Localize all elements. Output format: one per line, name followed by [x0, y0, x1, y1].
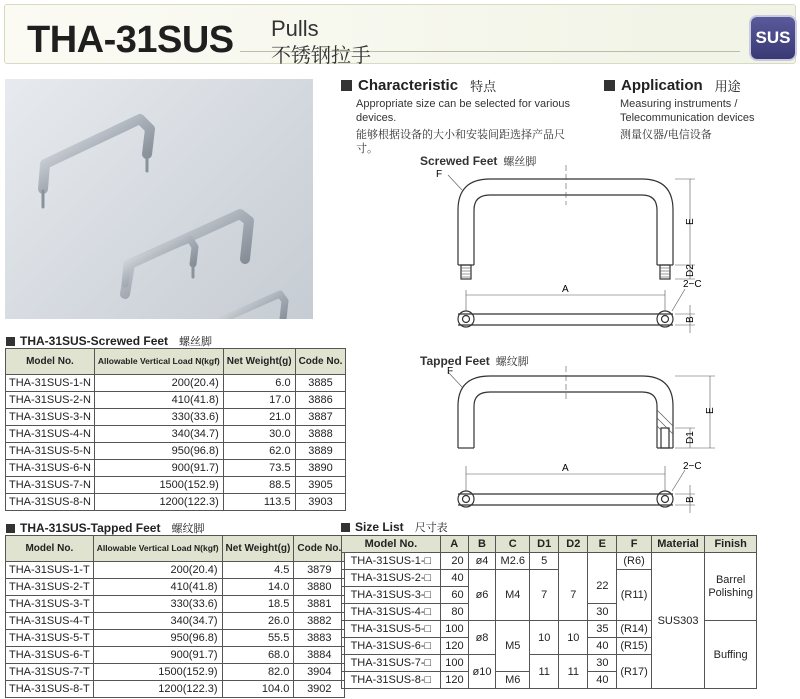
application-heading — [604, 76, 741, 95]
model-cell: THA-31SUS-2-N — [6, 392, 95, 409]
model-cell: THA-31SUS-5-N — [6, 443, 95, 460]
table-row — [6, 443, 346, 460]
application-text-en: Measuring instruments / Telecommunication devices — [620, 98, 755, 124]
characteristic-text-en: Appropriate size can be selected for various devices. — [356, 98, 571, 124]
dim-a-label: A — [562, 284, 569, 295]
characteristic-heading — [341, 76, 496, 95]
code-cell: 3889 — [295, 443, 346, 460]
tapped-table-heading: THA-31SUS-Tapped Feet 螺纹脚 — [6, 520, 204, 536]
model-cell: THA-31SUS-4-T — [6, 613, 94, 630]
code-cell: 3905 — [295, 477, 346, 494]
model-cell: THA-31SUS-8-N — [6, 494, 95, 511]
dim-a-label: A — [562, 463, 569, 474]
weight-cell: 88.5 — [223, 477, 295, 494]
screwed-table-body — [6, 375, 346, 511]
characteristic-text-cn: 能够根据设备的大小和安装间距选择产品尺寸。 — [356, 128, 565, 155]
screwed-feet-drawing-label: Screwed Feet 螺丝脚 — [420, 154, 537, 168]
size-list-heading: Size List 尺寸表 — [341, 519, 448, 535]
weight-cell: 26.0 — [222, 613, 294, 630]
load-cell: 950(96.8) — [93, 630, 222, 647]
table-row — [6, 375, 346, 392]
model-cell: THA-31SUS-6-T — [6, 647, 94, 664]
model-cell: THA-31SUS-5-T — [6, 630, 94, 647]
model-cell: THA-31SUS-4-N — [6, 426, 95, 443]
weight-cell: 14.0 — [222, 579, 294, 596]
table-row — [6, 647, 345, 664]
dim-d2-label: D2 — [685, 264, 696, 277]
application-title: Application — [621, 77, 703, 94]
finish-cell: Buffing — [705, 621, 757, 689]
size-list-table — [341, 535, 757, 689]
bullet-square-icon — [341, 523, 350, 532]
table-row: THA-31SUS-5-□ 100 ø8 M5 10 10 35 (R14) Buffing — [342, 621, 757, 638]
dim-c-label: 2−C — [683, 279, 702, 290]
code-cell: 3888 — [295, 426, 346, 443]
weight-cell: 18.5 — [222, 596, 294, 613]
dim-b-label: B — [685, 316, 696, 323]
load-cell: 1500(152.9) — [94, 477, 223, 494]
table-row — [6, 562, 345, 579]
table-row — [6, 681, 345, 698]
code-cell: 3887 — [295, 409, 346, 426]
bullet-square-icon — [6, 337, 15, 346]
table-row: THA-31SUS-4-□ 80 30 — [342, 604, 757, 621]
table-row — [6, 596, 345, 613]
model-cell: THA-31SUS-1-N — [6, 375, 95, 392]
load-cell: 200(20.4) — [94, 375, 223, 392]
model-cell: THA-31SUS-7-N — [6, 477, 95, 494]
weight-cell: 62.0 — [223, 443, 295, 460]
code-cell: 3882 — [294, 613, 345, 630]
dim-d1-label: D1 — [685, 431, 696, 444]
load-cell: 330(33.6) — [94, 409, 223, 426]
model-cell: THA-31SUS-6-N — [6, 460, 95, 477]
material-cell: SUS303 — [651, 553, 704, 689]
model-cell: THA-31SUS-8-T — [6, 681, 94, 698]
table-row: THA-31SUS-2-□ 40 ø6 M4 7 7 22 (R11) — [342, 570, 757, 587]
dim-f-label: F — [447, 366, 454, 377]
table-row: THA-31SUS-7-□ 100 ø10 11 11 30 (R17) — [342, 655, 757, 672]
model-cell: THA-31SUS-7-T — [6, 664, 94, 681]
code-cell: 3884 — [294, 647, 345, 664]
code-cell: 3902 — [294, 681, 345, 698]
table-header-row: Model No. Allowable Vertical Load N(kgf) Net Weight(g) Code No. — [6, 536, 345, 562]
code-cell: 3880 — [294, 579, 345, 596]
model-title: THA-31SUS — [27, 19, 234, 61]
weight-cell: 6.0 — [223, 375, 295, 392]
application-text-cn: 测量仪器/电信设备 — [620, 128, 712, 141]
application-text — [620, 97, 790, 142]
weight-cell: 30.0 — [223, 426, 295, 443]
load-cell: 340(34.7) — [94, 426, 223, 443]
material-badge: SUS — [751, 17, 795, 59]
dim-c-label: 2−C — [683, 461, 702, 472]
product-name-en: Pulls — [271, 16, 319, 41]
load-cell: 330(33.6) — [93, 596, 222, 613]
table-row — [6, 409, 346, 426]
code-cell: 3879 — [294, 562, 345, 579]
page-header — [4, 4, 796, 67]
weight-cell: 17.0 — [223, 392, 295, 409]
application-title-cn: 用途 — [714, 80, 741, 95]
table-row: THA-31SUS-8-□ 120 M6 40 — [342, 672, 757, 689]
load-cell: 1200(122.3) — [93, 681, 222, 698]
characteristic-text — [356, 97, 584, 156]
bullet-square-icon — [6, 524, 15, 533]
code-cell: 3885 — [295, 375, 346, 392]
tapped-feet-table — [5, 535, 345, 698]
table-row — [6, 392, 346, 409]
product-name-cn: 不锈钢拉手 — [271, 43, 371, 67]
weight-cell: 104.0 — [222, 681, 294, 698]
table-row — [6, 460, 346, 477]
weight-cell: 73.5 — [223, 460, 295, 477]
model-cell: THA-31SUS-2-T — [6, 579, 94, 596]
table-row — [6, 664, 345, 681]
tapped-feet-drawing-label: Tapped Feet 螺纹脚 — [420, 354, 529, 368]
tapped-table-body — [6, 562, 345, 698]
tapped-feet-drawing — [340, 366, 720, 516]
load-cell: 200(20.4) — [93, 562, 222, 579]
model-cell: THA-31SUS-3-T — [6, 596, 94, 613]
table-header-row: Model No. A B C D1 D2 E F Material Finish — [342, 536, 757, 553]
screwed-table-heading: THA-31SUS-Screwed Feet 螺丝脚 — [6, 333, 212, 349]
dim-e-label: E — [705, 407, 716, 414]
table-row: THA-31SUS-3-□ 60 — [342, 587, 757, 604]
table-row: THA-31SUS-6-□ 120 40 (R15) — [342, 638, 757, 655]
characteristic-title: Characteristic — [358, 77, 459, 94]
finish-cell: Barrel Polishing — [705, 553, 757, 621]
table-header-row: Model No. Allowable Vertical Load N(kgf) Net Weight(g) Code No. — [6, 349, 346, 375]
table-row — [6, 426, 346, 443]
model-cell: THA-31SUS-1-T — [6, 562, 94, 579]
size-list-body — [342, 553, 757, 689]
weight-cell: 82.0 — [222, 664, 294, 681]
table-row — [6, 579, 345, 596]
table-row — [6, 613, 345, 630]
load-cell: 410(41.8) — [94, 392, 223, 409]
load-cell: 410(41.8) — [93, 579, 222, 596]
dim-e-label: E — [685, 218, 696, 225]
code-cell: 3890 — [295, 460, 346, 477]
dim-f-label: F — [436, 169, 443, 180]
weight-cell: 4.5 — [222, 562, 294, 579]
weight-cell: 113.5 — [223, 494, 295, 511]
model-cell: THA-31SUS-3-N — [6, 409, 95, 426]
weight-cell: 55.5 — [222, 630, 294, 647]
screwed-feet-table — [5, 348, 346, 511]
load-cell: 950(96.8) — [94, 443, 223, 460]
code-cell: 3883 — [294, 630, 345, 647]
screwed-feet-drawing — [340, 165, 720, 345]
code-cell: 3903 — [295, 494, 346, 511]
bullet-square-icon — [604, 80, 615, 91]
code-cell: 3904 — [294, 664, 345, 681]
code-cell: 3881 — [294, 596, 345, 613]
weight-cell: 21.0 — [223, 409, 295, 426]
load-cell: 1500(152.9) — [93, 664, 222, 681]
table-row — [6, 477, 346, 494]
dim-b-label: B — [685, 496, 696, 503]
load-cell: 900(91.7) — [93, 647, 222, 664]
weight-cell: 68.0 — [222, 647, 294, 664]
pull-handles-image — [5, 79, 313, 319]
table-row — [6, 494, 346, 511]
product-photo — [5, 79, 313, 319]
characteristic-title-cn: 特点 — [470, 80, 497, 95]
table-row — [6, 630, 345, 647]
load-cell: 900(91.7) — [94, 460, 223, 477]
load-cell: 1200(122.3) — [94, 494, 223, 511]
bullet-square-icon — [341, 80, 352, 91]
load-cell: 340(34.7) — [93, 613, 222, 630]
code-cell: 3886 — [295, 392, 346, 409]
table-row: THA-31SUS-1-□ 20 ø4 M2.6 5 (R6) SUS303 Barrel Polishing — [342, 553, 757, 570]
